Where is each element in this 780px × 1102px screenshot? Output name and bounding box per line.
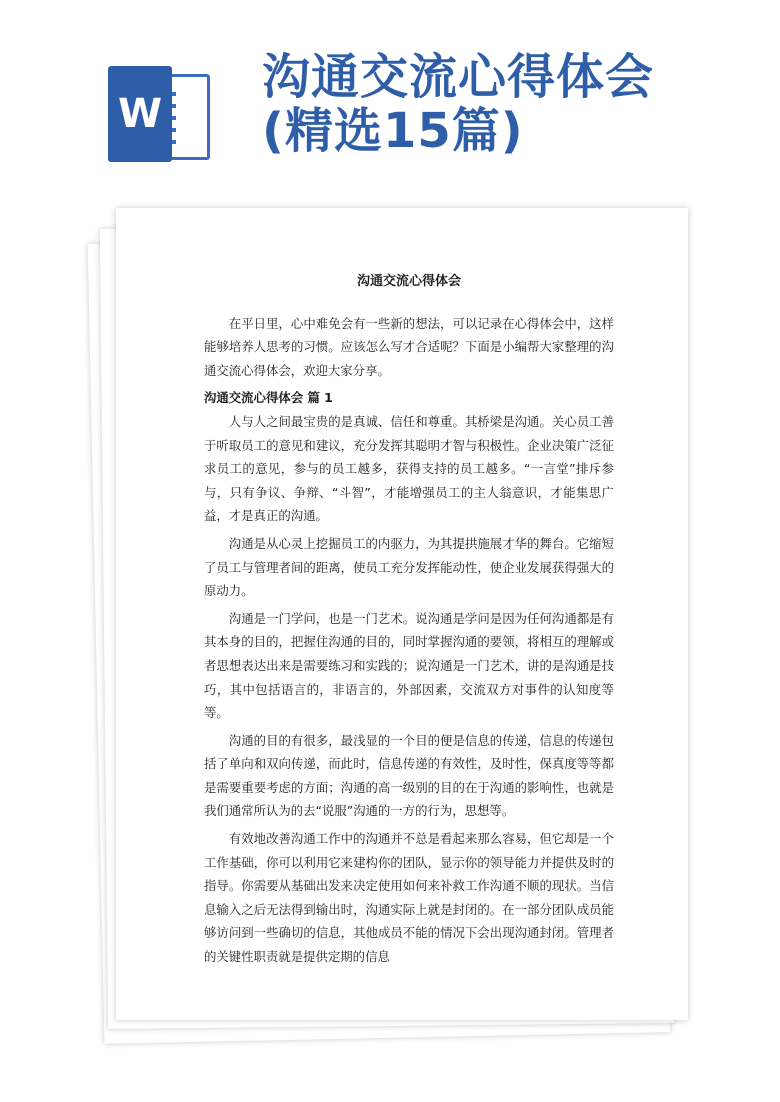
- body-paragraph: 沟通的目的有很多，最浅显的一个目的便是信息的传递，信息的传递包括了单向和双向传递，而此时，信息传递的有效性，及时性，保真度等等都是需要重要考虑的方面；沟通的高一级别的目的在于沟通的影响性，也就是我们通常所认为的去“说服”沟通的一方的行为，思想等。: [204, 732, 614, 819]
- page-title: [262, 50, 772, 158]
- body-paragraph: 沟通是一门学问，也是一门艺术。说沟通是学问是因为任何沟通都是有其本身的目的，把握住沟通的目的，同时掌握沟通的要领，将相互的理解或者思想表达出来是需要练习和实践的；说沟通是一门艺术，讲的是沟通是技巧，其中包括语言的，非语言的，外部因素，交流双方对事件的认知度等等。: [204, 610, 614, 721]
- document-title: 沟通交流心得体会: [356, 274, 461, 289]
- section-heading: 沟通交流心得体会 篇 1: [204, 390, 333, 406]
- intro-paragraph: 在平日里，心中难免会有一些新的想法，可以记录在心得体会中，这样能够培养人思考的习惯。应该怎么写才合适呢？下面是小编帮大家整理的沟通交流心得体会，欢迎大家分享。: [204, 315, 614, 378]
- word-w-badge: W: [108, 66, 172, 162]
- title-line-2: (精选15篇): [262, 103, 524, 159]
- body-paragraph: 人与人之间最宝贵的是真诚、信任和尊重。其桥梁是沟通。关心员工善于听取员工的意见和建议，充分发挥其聪明才智与积极性。企业决策广泛征求员工的意见，参与的员工越多，获得支持的员工越多。“一言堂”排斥参与，只有争议、争辩、“斗智”，才能增强员工的主人翁意识，才能集思广益，才是真正的沟通。: [204, 413, 614, 524]
- word-document-icon: [108, 66, 212, 162]
- title-line-1: 沟通交流心得体会: [262, 49, 655, 105]
- document-body: [204, 270, 614, 973]
- body-paragraph: 有效地改善沟通工作中的沟通并不总是看起来那么容易，但它却是一个工作基础，你可以利用它来建构你的团队，显示你的领导能力并提供及时的指导。你需要从基础出发来决定使用如何来补救工作沟通不顺的现状。当信息输入之后无法得到输出时，沟通实际上就是封闭的。在一部分团队成员能够访问到一些确切的信息，其他成员不能的情况下会出现沟通封闭。管理者的关键性职责就是提供定期的信息: [204, 831, 614, 965]
- body-paragraph: 沟通是从心灵上挖掘员工的内驱力，为其提拱施展才华的舞台。它缩短了员工与管理者间的距离，使员工充分发挥能动性，使企业发展获得强大的原动力。: [204, 535, 614, 599]
